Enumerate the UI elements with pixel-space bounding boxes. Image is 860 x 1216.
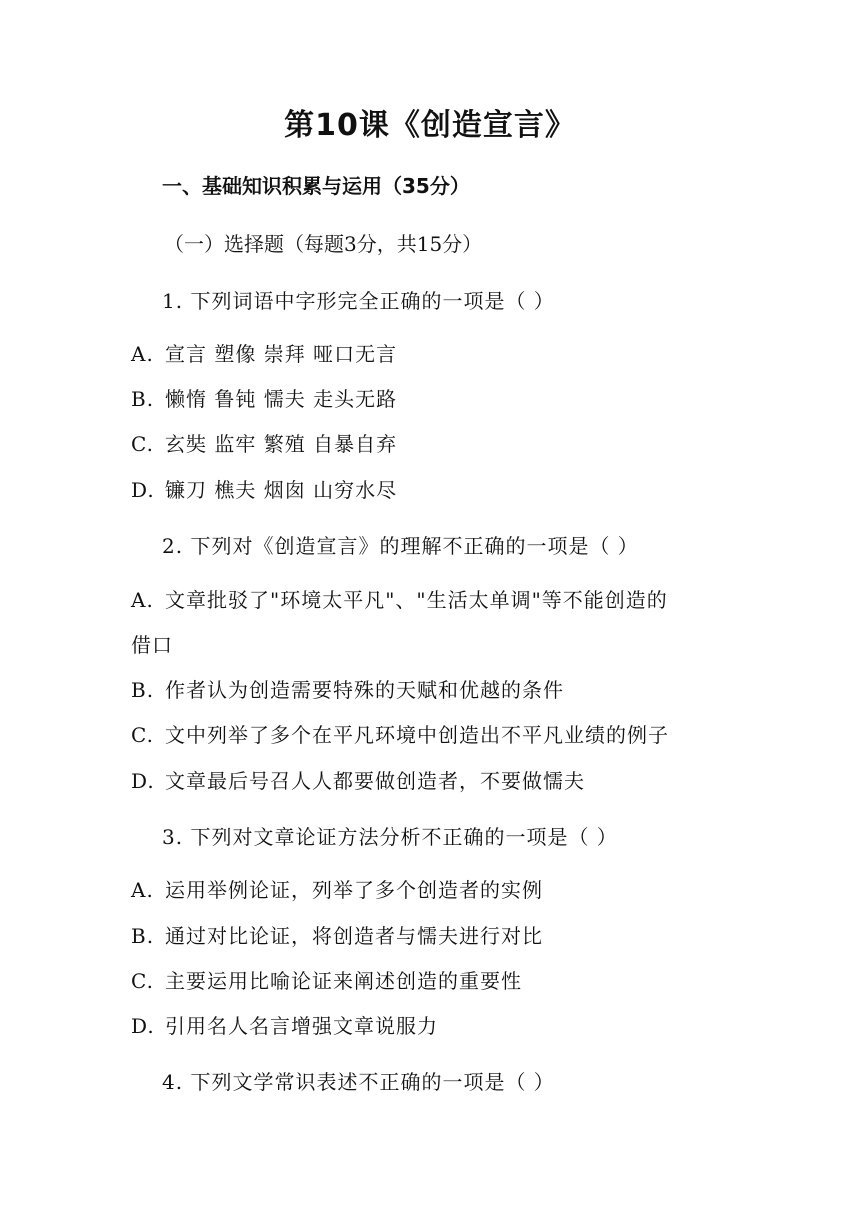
option-letter: D. bbox=[131, 1014, 155, 1038]
question-3-option-c bbox=[131, 967, 522, 995]
option-letter: B. bbox=[131, 924, 155, 948]
subsection-heading: （一）选择题（每题3分，共15分） bbox=[164, 232, 483, 256]
option-letter: D. bbox=[131, 478, 155, 502]
question-3-option-a bbox=[131, 876, 543, 904]
question-2-option-a-continuation: 借口 bbox=[131, 633, 173, 657]
option-text: 懒惰 鲁钝 懦夫 走头无路 bbox=[165, 387, 398, 411]
option-text: 玄奘 监牢 繁殖 自暴自弃 bbox=[165, 432, 398, 456]
question-1-stem: 1. 下列词语中字形完全正确的一项是（ ） bbox=[162, 289, 555, 313]
page-title: 第10课《创造宣言》 bbox=[284, 108, 576, 143]
option-letter: B. bbox=[131, 387, 155, 411]
question-1-option-b bbox=[131, 385, 397, 413]
option-text: 文中列举了多个在平凡环境中创造出不平凡业绩的例子 bbox=[165, 723, 669, 747]
option-text: 主要运用比喻论证来阐述创造的重要性 bbox=[165, 969, 522, 993]
question-2-option-d bbox=[131, 767, 585, 795]
question-1-option-c bbox=[131, 430, 397, 458]
section-heading: 一、基础知识积累与运用（35分） bbox=[162, 174, 470, 198]
option-letter: C. bbox=[131, 723, 154, 747]
question-2-option-a bbox=[131, 586, 668, 614]
option-text: 镰刀 樵夫 烟囱 山穷水尽 bbox=[165, 478, 398, 502]
option-letter: C. bbox=[131, 432, 154, 456]
question-2-option-c bbox=[131, 721, 669, 749]
question-4-stem: 4. 下列文学常识表述不正确的一项是（ ） bbox=[162, 1070, 555, 1094]
option-letter: A. bbox=[131, 878, 154, 902]
option-text: 作者认为创造需要特殊的天赋和优越的条件 bbox=[165, 678, 564, 702]
option-letter: D. bbox=[131, 769, 155, 793]
question-3-stem: 3. 下列对文章论证方法分析不正确的一项是（ ） bbox=[162, 825, 618, 849]
option-letter: C. bbox=[131, 969, 154, 993]
question-2-option-b bbox=[131, 676, 564, 704]
option-letter: A. bbox=[131, 342, 154, 366]
option-letter: A. bbox=[131, 588, 154, 612]
option-text: 文章批驳了"环境太平凡"、"生活太单调"等不能创造的 bbox=[165, 588, 668, 612]
question-3-option-d bbox=[131, 1012, 438, 1040]
option-text: 文章最后号召人人都要做创造者，不要做懦夫 bbox=[165, 769, 585, 793]
option-letter: B. bbox=[131, 678, 155, 702]
option-text: 引用名人名言增强文章说服力 bbox=[165, 1014, 438, 1038]
question-1-option-d bbox=[131, 476, 397, 504]
option-text: 通过对比论证，将创造者与懦夫进行对比 bbox=[165, 924, 543, 948]
option-text: 宣言 塑像 崇拜 哑口无言 bbox=[165, 342, 398, 366]
question-3-option-b bbox=[131, 922, 543, 950]
option-text: 运用举例论证，列举了多个创造者的实例 bbox=[165, 878, 543, 902]
question-2-stem: 2. 下列对《创造宣言》的理解不正确的一项是（ ） bbox=[162, 534, 639, 558]
question-1-option-a bbox=[131, 340, 397, 368]
